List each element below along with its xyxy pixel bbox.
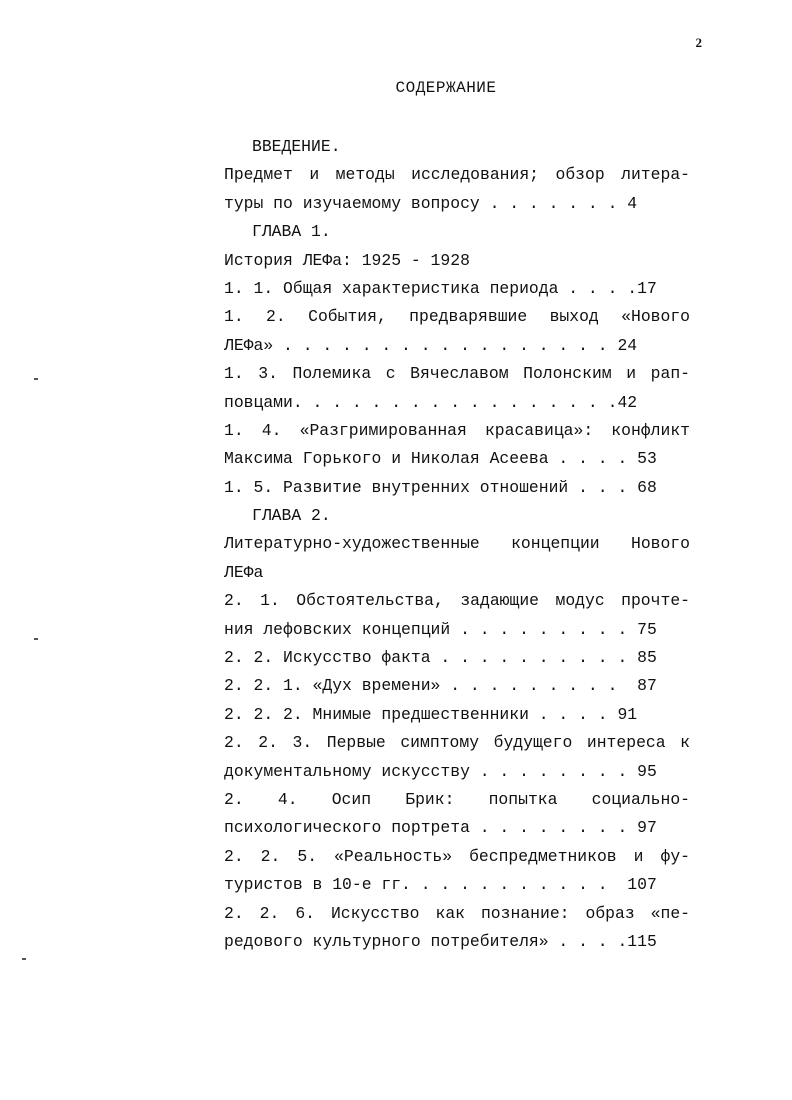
toc-heading: ВВЕДЕНИЕ. (252, 137, 341, 156)
toc-entry: История ЛЕФа: 1925 - 1928 (224, 250, 470, 270)
toc-entry: ния лефовских концепций . . . . . . . . . 75 (224, 619, 657, 639)
page-title: СОДЕРЖАНИЕ (395, 79, 497, 97)
toc-entry: 2. 1. Обстоятельства, задающие модус прочте- (224, 591, 690, 611)
scan-mark (34, 378, 38, 380)
toc-entry: повцами. . . . . . . . . . . . . . . . .42 (224, 392, 638, 412)
toc-entry: 2. 2. 2. Мнимые предшественники . . . . 91 (224, 704, 638, 724)
toc-entry: Максима Горького и Николая Асеева . . . . 53 (224, 449, 657, 469)
toc-entry: редового культурного потребителя» . . . .115 (224, 931, 657, 951)
toc-heading: ГЛАВА 1. (252, 222, 331, 242)
table-of-contents (224, 133, 690, 956)
toc-entry: 2. 2. 6. Искусство как познание: образ «пе- (224, 903, 690, 923)
toc-entry: Литературно-художественные концепции Нового (224, 534, 690, 554)
toc-entry: ЛЕФа» . . . . . . . . . . . . . . . . . 24 (224, 335, 638, 355)
toc-entry: документальному искусству . . . . . . . . 95 (224, 761, 657, 781)
toc-entry: 2. 2. 1. «Дух времени» . . . . . . . . . 87 (224, 676, 657, 696)
toc-entry: Предмет и методы исследования; обзор литера- (224, 165, 690, 185)
scan-mark (34, 638, 38, 640)
toc-entry: 1. 4. «Разгримированная красавица»: конфликт (224, 420, 690, 440)
toc-entry: 1. 1. Общая характеристика периода . . . .17 (224, 278, 657, 298)
toc-entry: психологического портрета . . . . . . . . 97 (224, 818, 657, 838)
toc-entry: 1. 3. Полемика с Вячеславом Полонским и рап- (224, 364, 690, 384)
toc-entry: 1. 5. Развитие внутренних отношений . . . 68 (224, 477, 657, 497)
toc-entry: туристов в 10-е гг. . . . . . . . . . . 107 (224, 875, 657, 895)
toc-entry: 2. 2. 3. Первые симптому будущего интереса к (224, 733, 690, 753)
toc-heading: ГЛАВА 2. (252, 506, 331, 526)
toc-entry: 2. 2. 5. «Реальность» беспредметников и фу- (224, 846, 690, 866)
toc-entry: ЛЕФа (224, 562, 264, 582)
page-number: 2 (695, 35, 702, 50)
scan-mark (22, 958, 26, 960)
toc-entry: 1. 2. События, предварявшие выход «Нового (224, 307, 690, 327)
toc-entry: 2. 2. Искусство факта . . . . . . . . . . 85 (224, 648, 657, 668)
toc-entry: туры по изучаемому вопросу . . . . . . . 4 (224, 193, 638, 213)
toc-entry: 2. 4. Осип Брик: попытка социально- (224, 789, 690, 809)
